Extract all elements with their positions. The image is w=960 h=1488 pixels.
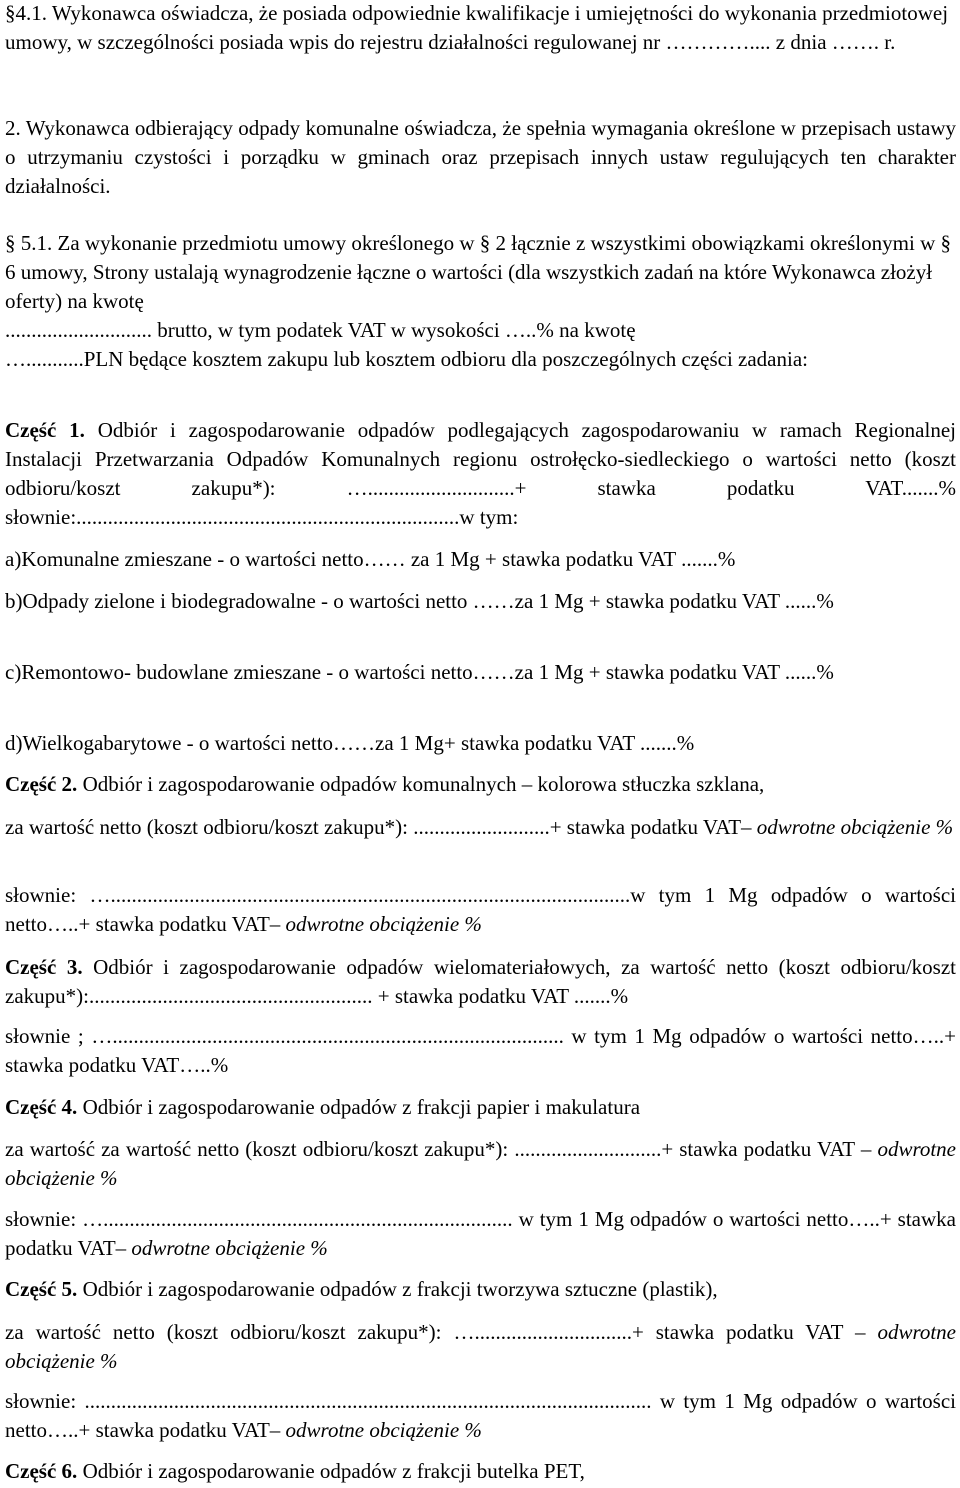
czesc-5-words bbox=[5, 1387, 956, 1445]
czesc-2-title bbox=[5, 770, 956, 799]
czesc-3-words: słownie ; …...................................................................................... w tym 1 Mg odpadów o wartości netto…..+ stawka podatku VAT…..% bbox=[5, 1024, 956, 1077]
czesc-1-item-b: b)Odpady zielone i biodegradowalne - o wartości netto ……za 1 Mg + stawka podatku VAT ......% bbox=[5, 589, 834, 613]
czesc-1-item-d: d)Wielkogabarytowe - o wartości netto……za 1 Mg+ stawka podatku VAT .......% bbox=[5, 731, 695, 755]
czesc-2-value bbox=[5, 813, 956, 842]
czesc-1-item-c: c)Remontowo- budowlane zmieszane - o wartości netto……za 1 Mg + stawka podatku VAT ......% bbox=[5, 660, 834, 684]
paragraph-5-1-line2: ............................ brutto, w tym podatek VAT w wysokości …..% na kwotę bbox=[5, 318, 636, 342]
czesc-4-value-text: za wartość za wartość netto (koszt odbioru/koszt zakupu*): ............................+ stawka podatku VAT – bbox=[5, 1137, 878, 1161]
czesc-4-words bbox=[5, 1205, 956, 1263]
paragraph-2-text: 2. Wykonawca odbierający odpady komunalne oświadcza, że spełnia wymagania określone w przepisach ustawy o utrzymaniu czystości i porządku w gminach oraz przepisach innych ustaw regulujących ten charakter działalności. bbox=[5, 116, 956, 198]
paragraph-5-1-part2: łącznie z wszystkimi obowiązkami określonymi w bbox=[506, 231, 941, 255]
czesc-5-value bbox=[5, 1318, 956, 1376]
czesc-5-title bbox=[5, 1275, 956, 1304]
czesc-2-title-text: Odbiór i zagospodarowanie odpadów komunalnych – kolorowa stłuczka szklana, bbox=[77, 772, 765, 796]
czesc-5-label: Część 5. bbox=[5, 1277, 78, 1301]
czesc-6-label: Część 6. bbox=[5, 1459, 78, 1483]
czesc-5-title-text: Odbiór i zagospodarowanie odpadów z frakcji tworzywa sztuczne (plastik), bbox=[77, 1277, 718, 1301]
paragraph-5-1-part3: umowy, Strony ustalają wynagrodzenie łączne o wartości (dla wszystkich zadań na które Wykonawca złożył oferty) na kwotę bbox=[5, 260, 933, 313]
czesc-2-value-italic: odwrotne obciążenie % bbox=[756, 815, 954, 839]
czesc-5-value-text: za wartość netto (koszt odbioru/koszt zakupu*): …..............................+ stawka podatku VAT – bbox=[5, 1320, 878, 1344]
paragraph-2 bbox=[5, 114, 956, 201]
czesc-2-label: Część 2. bbox=[5, 772, 78, 796]
czesc-4-label: Część 4. bbox=[5, 1095, 78, 1119]
paragraph-5-1 bbox=[5, 229, 956, 374]
czesc-4-title bbox=[5, 1093, 956, 1122]
section-ref-2: § 2 bbox=[479, 231, 506, 255]
paragraph-5-1-part1: 5.1. Za wykonanie przedmiotu umowy określonego w bbox=[20, 231, 480, 255]
czesc-4-words-text: słownie: ….............................................................................. w tym 1 Mg odpadów o wartości netto…..+ stawka podatku VAT– bbox=[5, 1207, 956, 1260]
czesc-4-value bbox=[5, 1135, 956, 1193]
czesc-5-words-italic: odwrotne obciążenie % bbox=[285, 1418, 482, 1442]
czesc-3-text: Odbiór i zagospodarowanie odpadów wielomateriałowych, za wartość netto (koszt odbioru/koszt zakupu*):...................................................... + stawka podatku VAT .......% bbox=[5, 955, 956, 1008]
czesc-4-title-text: Odbiór i zagospodarowanie odpadów z frakcji papier i makulatura bbox=[77, 1095, 641, 1119]
czesc-1-intro bbox=[5, 416, 956, 532]
czesc-5-value-italic: odwrotne obciążenie % bbox=[5, 1320, 956, 1373]
czesc-2-words-italic: odwrotne obciążenie % bbox=[285, 912, 482, 936]
section-mark: § bbox=[5, 1, 16, 25]
czesc-2-value-text: za wartość netto (koszt odbioru/koszt zakupu*): ..........................+ stawka podatku VAT– bbox=[5, 815, 757, 839]
czesc-6-title-text: Odbiór i zagospodarowanie odpadów z frakcji butelka PET, bbox=[77, 1459, 585, 1483]
czesc-3-label: Część 3. bbox=[5, 955, 83, 979]
czesc-1-item-a: a)Komunalne zmieszane - o wartości netto…… za 1 Mg + stawka podatku VAT .......% bbox=[5, 547, 736, 571]
czesc-5-words-text: słownie: ............................................................................................................ w tym 1 Mg odpadów o wartości netto…..+ stawka podatku VAT– bbox=[5, 1389, 956, 1442]
czesc-1-text: Odbiór i zagospodarowanie odpadów podlegających zagospodarowaniu w ramach Regionalnej Instalacji Przetwarzania Odpadów Komunalnych regionu ostrołęcko-siedleckiego o wartości netto (koszt odbioru/koszt zakupu*): …............................+ stawka podatku VAT.......% słownie:.........................................................................w tym: bbox=[5, 418, 956, 529]
czesc-6-title bbox=[5, 1457, 956, 1486]
paragraph-5-1-line3: …...........PLN będące kosztem zakupu lub kosztem odbioru dla poszczególnych części zadania: bbox=[5, 347, 808, 371]
czesc-4-value-italic: odwrotne obciążenie % bbox=[5, 1137, 956, 1190]
paragraph-4-1-text: 4.1. Wykonawca oświadcza, że posiada odpowiednie kwalifikacje i umiejętności do wykonania przedmiotowej umowy, w szczególności posiada wpis do rejestru działalności regulowanej nr ………….... z dnia ……. r. bbox=[5, 1, 949, 54]
section-ref-6: § 6 bbox=[5, 231, 951, 284]
czesc-1-label: Część 1. bbox=[5, 418, 85, 442]
paragraph-4-1 bbox=[5, 0, 956, 57]
czesc-2-words-text: słownie: …...................................................................................................w tym 1 Mg odpadów o wartości netto…..+ stawka podatku VAT– bbox=[5, 883, 956, 936]
czesc-2-words bbox=[5, 881, 956, 939]
czesc-4-words-italic: odwrotne obciążenie % bbox=[131, 1236, 328, 1260]
section-mark: § bbox=[5, 231, 16, 255]
czesc-3-intro bbox=[5, 953, 956, 1011]
